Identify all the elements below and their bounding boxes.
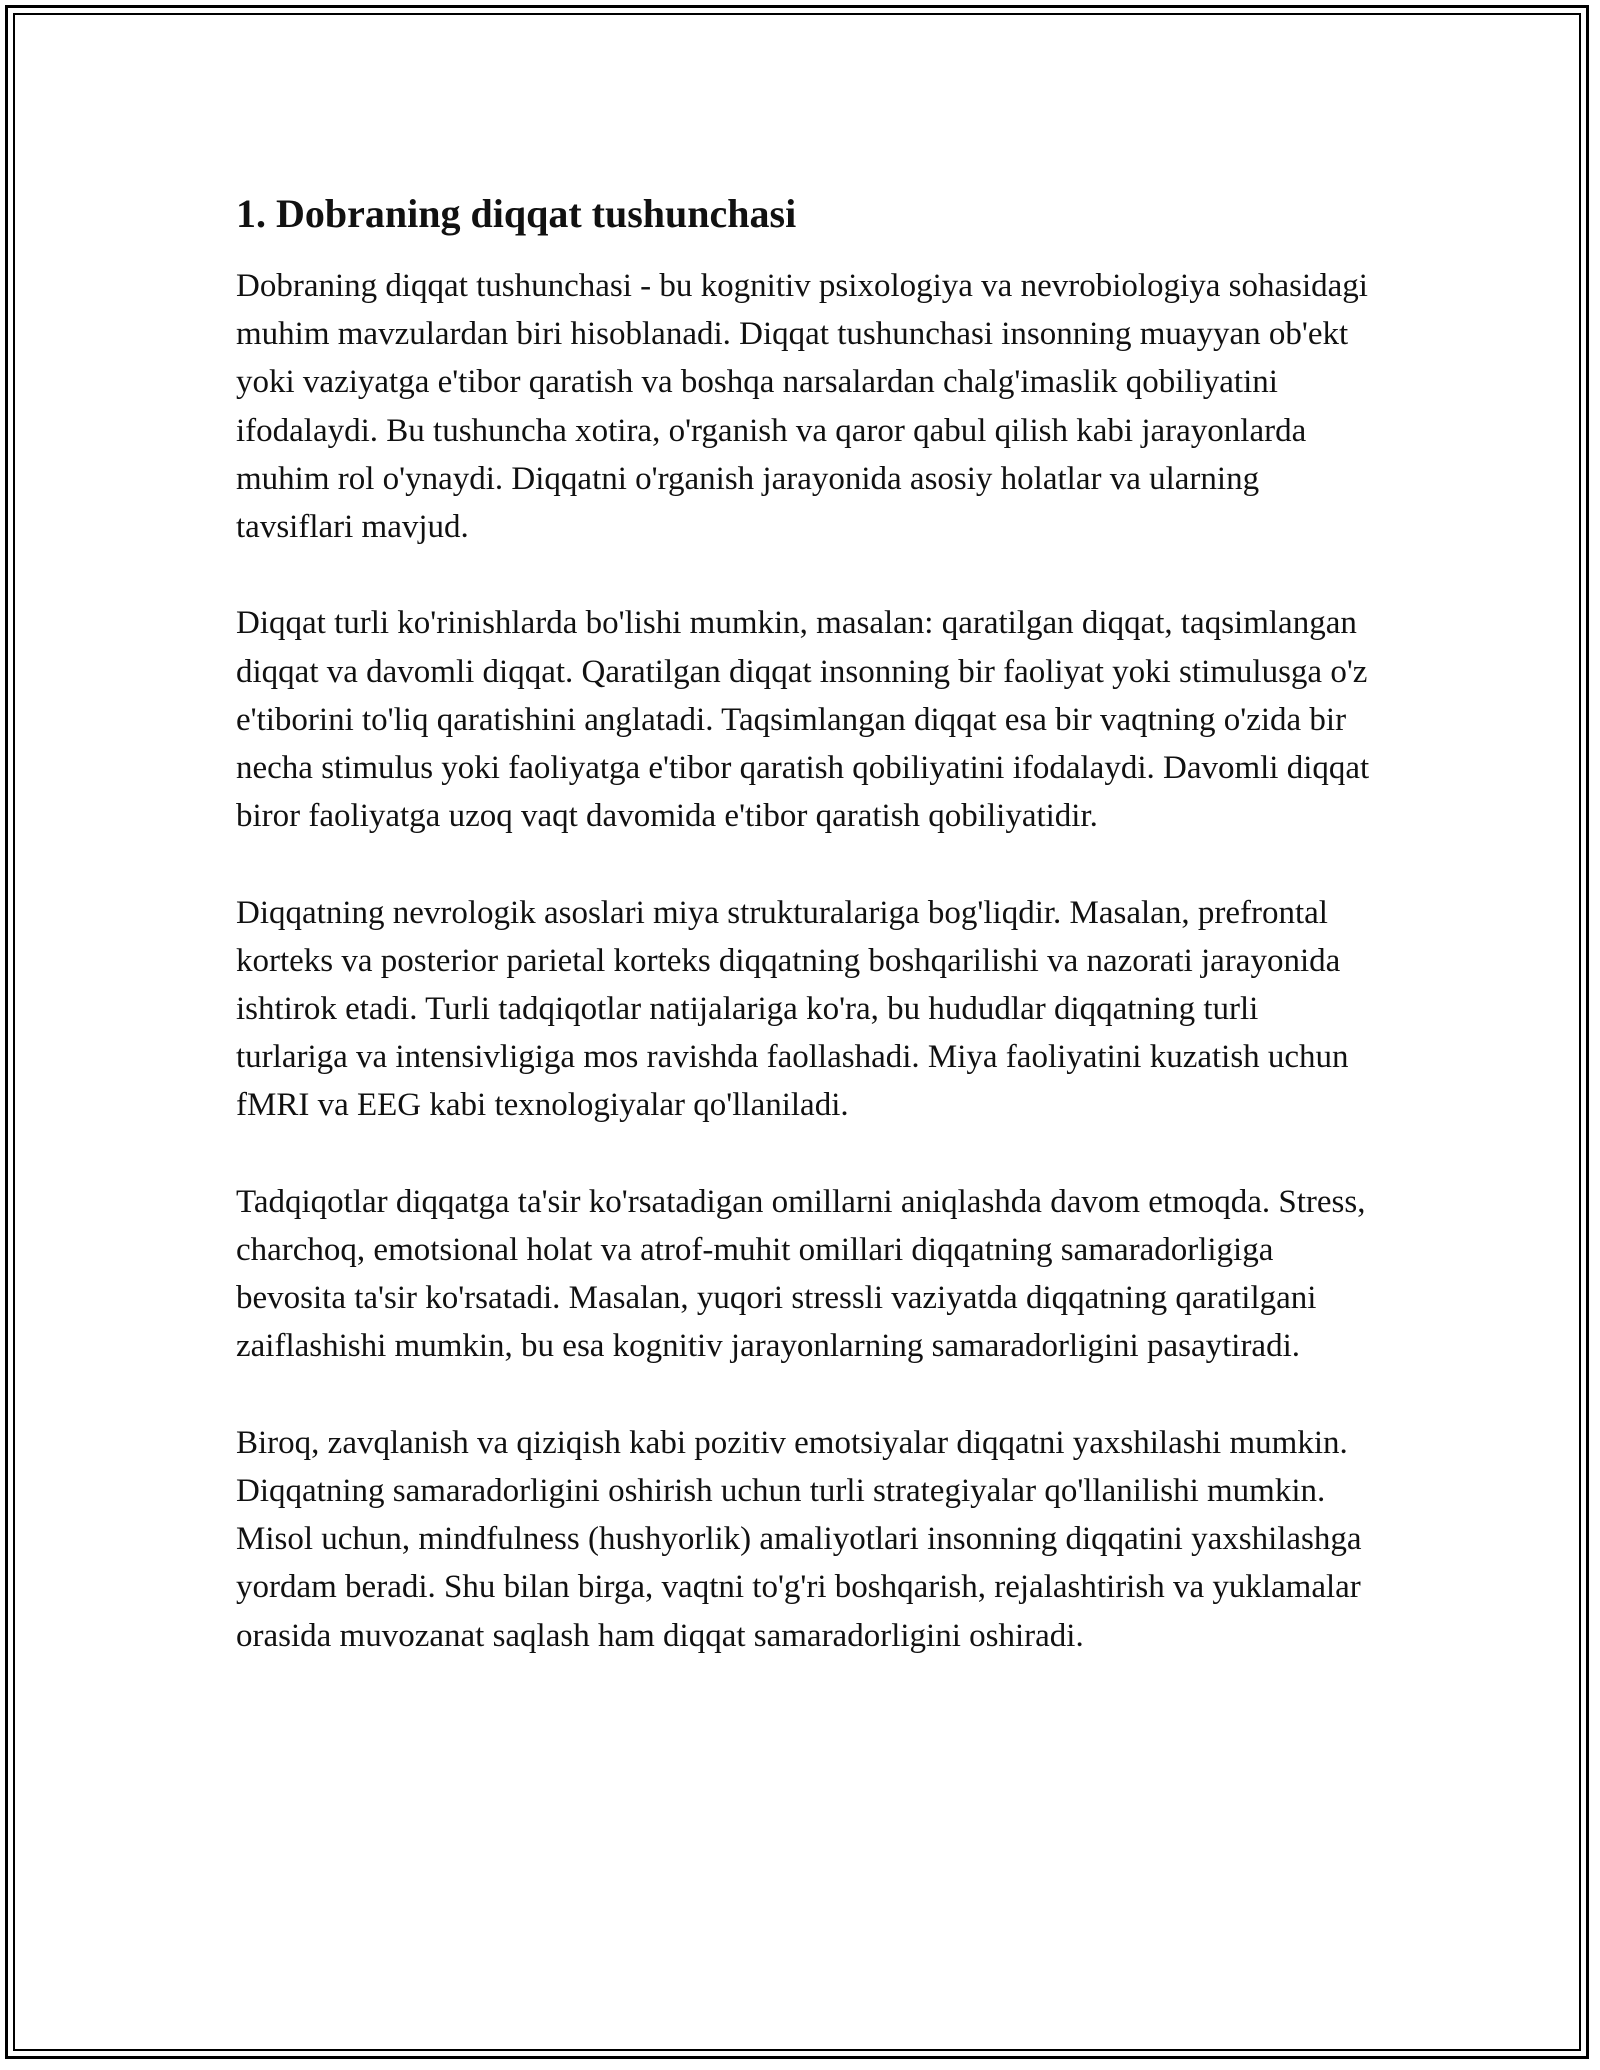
- paragraph-5: Biroq, zavqlanish va qiziqish kabi pozitiv emotsiyalar diqqatni yaxshilashi mumkin. Diqqatning samaradorligini oshirish uchun turli strategiyalar qo'llanilishi mumkin. Misol uchun, mindfulness (hushyorlik) amaliyotlari insonning diqqatini yaxshilashga yordam beradi. Shu bilan birga, vaqtni to'g'ri boshqarish, rejalashtirish va yuklamalar orasida muvozanat saqlash ham diqqat samaradorligini oshiradi.: [236, 1424, 1362, 1654]
- section-heading: 1. Dobraning diqqat tushunchasi: [236, 191, 797, 236]
- document-body: [236, 188, 1376, 1660]
- paragraph-4: Tadqiqotlar diqqatga ta'sir ko'rsatadigan omillarni aniqlashda davom etmoqda. Stress, charchoq, emotsional holat va atrof-muhit omillari diqqatning samaradorligiga bevosita ta'sir ko'rsatadi. Masalan, yuqori stressli vaziyatda diqqatning qaratilgani zaiflashishi mumkin, bu esa kognitiv jarayonlarning samaradorligini pasaytiradi.: [236, 1183, 1366, 1365]
- paragraph-3: Diqqatning nevrologik asoslari miya strukturalariga bog'liqdir. Masalan, prefrontal korteks va posterior parietal korteks diqqatning boshqarilishi va nazorati jarayonida ishtirok etadi. Turli tadqiqotlar natijalariga ko'ra, bu hududlar diqqatning turli turlariga va intensivligiga mos ravishda faollashadi. Miya faoliyatini kuzatish uchun fMRI va EEG kabi texnologiyalar qo'llaniladi.: [236, 894, 1349, 1124]
- paragraph-1: Dobraning diqqat tushunchasi - bu kognitiv psixologiya va nevrobiologiya sohasidagi muhim mavzulardan biri hisoblanadi. Diqqat tushunchasi insonning muayyan ob'ekt yoki vaziyatga e'tibor qaratish va boshqa narsalardan chalg'imaslik qobiliyatini ifodalaydi. Bu tushuncha xotira, o'rganish va qaror qabul qilish kabi jarayonlarda muhim rol o'ynaydi. Diqqatni o'rganish jarayonida asosiy holatlar va ularning tavsiflari mavjud.: [236, 268, 1368, 546]
- paragraph-2: Diqqat turli ko'rinishlarda bo'lishi mumkin, masalan: qaratilgan diqqat, taqsimlangan diqqat va davomli diqqat. Qaratilgan diqqat insonning bir faoliyat yoki stimulusga o'z e'tiborini to'liq qaratishini anglatadi. Taqsimlangan diqqat esa bir vaqtning o'zida bir necha stimulus yoki faoliyatga e'tibor qaratish qobiliyatini ifodalaydi. Davomli diqqat biror faoliyatga uzoq vaqt davomida e'tibor qaratish qobiliyatidir.: [236, 605, 1370, 835]
